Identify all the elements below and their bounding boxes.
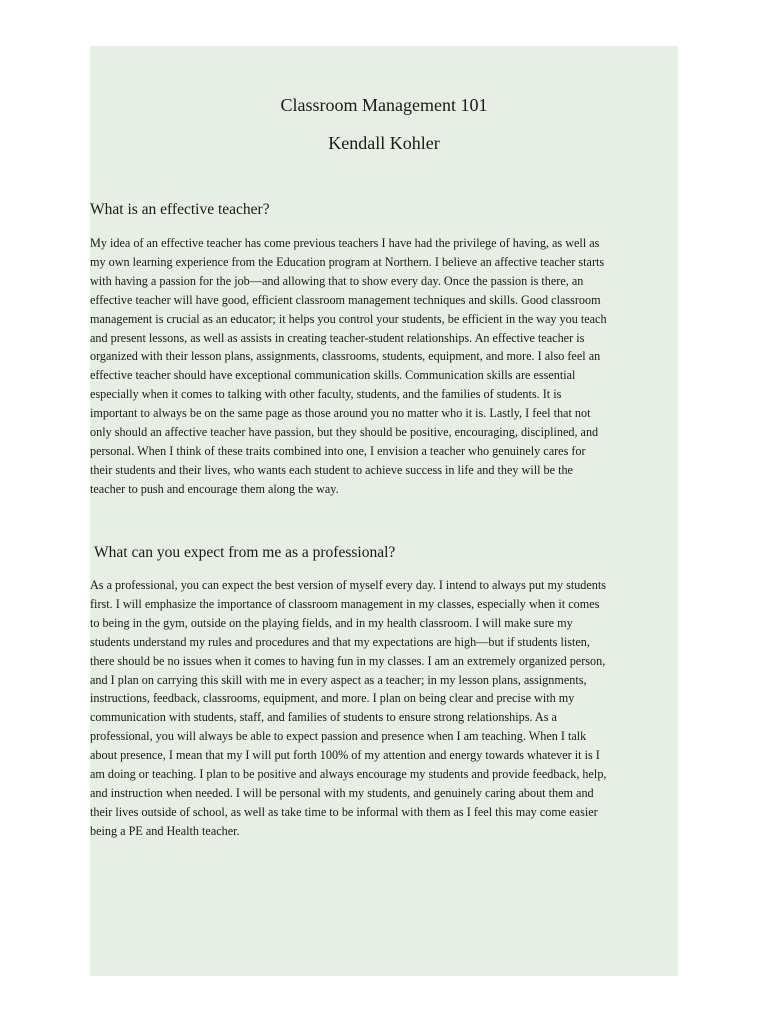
- paragraph-line: and I plan on carrying this skill with me in every aspect as a teacher; in my lesson plans, assignments,: [90, 672, 587, 687]
- paragraph-line: their lives outside of school, as well as take time to be informal with them as I feel this may come easier: [90, 804, 598, 819]
- section-paragraph-professional: [90, 576, 678, 841]
- paragraph-line: there should be no issues when it comes to having fun in my classes. I am an extremely organized person,: [90, 653, 606, 668]
- document-page: [90, 46, 678, 976]
- paragraph-line: As a professional, you can expect the best version of myself every day. I intend to always put my students: [90, 578, 607, 592]
- paragraph-line: management is crucial as an educator; it helps you control your students, be efficient in the way you teach: [90, 311, 607, 326]
- paragraph-line: communication with students, staff, and families of students to ensure strong relationships. As a: [90, 710, 557, 725]
- paragraph-line: and present lessons, as well as assists in creating teacher-student relationships. An effective teacher is: [90, 330, 585, 345]
- section-paragraph-effective-teacher: [90, 234, 678, 499]
- paragraph-line: their students and their lives, who wants each student to achieve success in life and they will be the: [90, 462, 573, 477]
- paragraph-line: effective teacher should have exceptional communication skills. Communication skills are essential: [90, 368, 576, 383]
- paragraph-line: personal. When I think of these traits combined into one, I envision a teacher who genuinely cares for: [90, 443, 586, 458]
- section-heading-effective-teacher: What is an effective teacher?: [90, 201, 270, 218]
- paragraph-line: professional, you will always be able to expect passion and presence when I am teaching. When I talk: [90, 729, 587, 744]
- paragraph-line: students understand my rules and procedures and that my expectations are high—but if students listen,: [90, 634, 590, 649]
- paragraph-line: to being in the gym, outside on the playing fields, and in my health classroom. I will make sure my: [90, 615, 573, 630]
- paragraph-line: my own learning experience from the Education program at Northern. I believe an affective teacher starts: [90, 254, 605, 269]
- paragraph-line: about presence, I mean that my I will put forth 100% of my attention and energy towards whatever it is I: [90, 748, 600, 763]
- paragraph-line: only should an affective teacher have passion, but they should be positive, encouraging, disciplined, and: [90, 425, 599, 440]
- section-heading-professional: What can you expect from me as a professional?: [94, 544, 396, 561]
- paragraph-line: being a PE and Health teacher.: [90, 823, 240, 838]
- paragraph-line: instructions, feedback, classrooms, equipment, and more. I plan on being clear and precise with my: [90, 691, 575, 706]
- paragraph-line: with having a passion for the job—and allowing that to show every day. Once the passion is there, an: [90, 273, 584, 288]
- paragraph-line: organized with their lesson plans, assignments, classrooms, students, equipment, and more. I also feel an: [90, 349, 601, 364]
- paragraph-line: am doing or teaching. I plan to be positive and always encourage my students and provide feedback, help,: [90, 767, 607, 782]
- paragraph-line: My idea of an effective teacher has come previous teachers I have had the privilege of having, as well as: [90, 236, 600, 250]
- paragraph-line: effective teacher will have good, efficient classroom management techniques and skills. Good classroom: [90, 292, 601, 307]
- document-title: Classroom Management 101: [280, 95, 488, 115]
- document-author: Kendall Kohler: [328, 133, 440, 153]
- paragraph-line: teacher to push and encourage them along the way.: [90, 481, 339, 496]
- paragraph-line: important to always be on the same page as those around you no matter who it is. Lastly, I feel that not: [90, 406, 591, 421]
- paragraph-line: first. I will emphasize the importance of classroom management in my classes, especially when it comes: [90, 596, 600, 611]
- paragraph-line: especially when it comes to talking with other faculty, students, and the families of students. It is: [90, 387, 562, 402]
- paragraph-line: and instruction when needed. I will be personal with my students, and genuinely caring about them and: [90, 785, 594, 800]
